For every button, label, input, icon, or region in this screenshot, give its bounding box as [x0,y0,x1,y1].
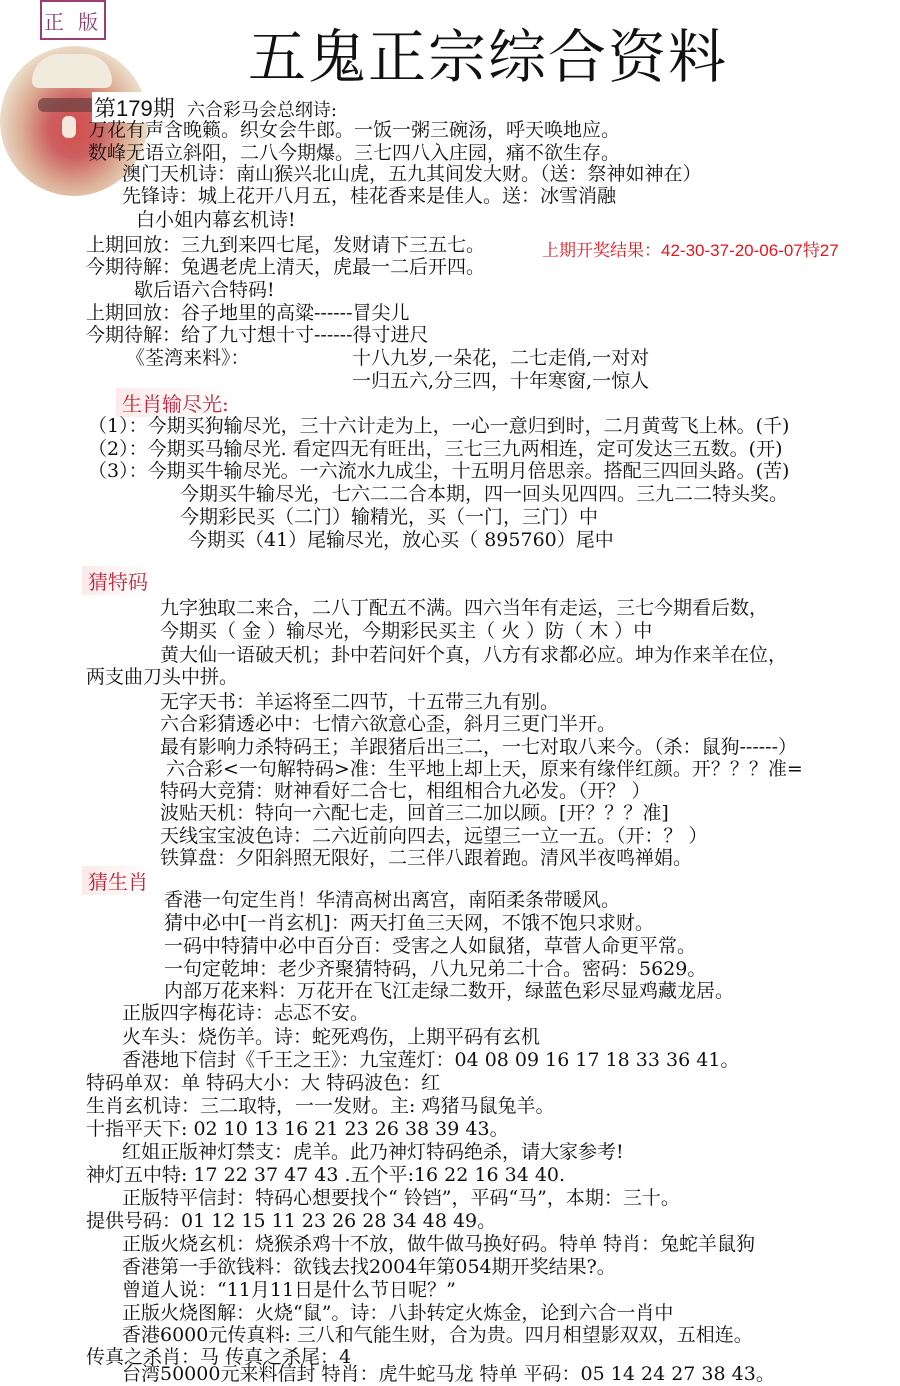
guess-zodiac-line: 正版火烧玄机：烧猴杀鸡十不放，做牛做马换好码。特单 特肖：兔蛇羊鼠狗 [122,1233,756,1255]
guess-zodiac-line: 香港地下信封《千王之王》：九宝莲灯：04 08 09 16 17 18 33 36 41。 [122,1049,740,1071]
guess-zodiac-line: 香港一句定生肖！华清高树出离宫，南陌柔条带暖风。 [164,889,621,911]
guess-zodiac-line: 火车头：烧伤羊。诗：蛇死鸡伤，上期平码有玄机 [122,1026,541,1048]
guess-zodiac-line: 香港6000元传真料: 三八和气能生财，合为贵。四月相望影双双，五相连。 [122,1324,753,1346]
issue-number: 第179期 六合彩马会总纲诗: [92,92,341,123]
issue-subtitle: 六合彩马会总纲诗: [186,100,337,121]
intro-line: 上期回放：三九到来四七尾，发财请下三五七。 [86,234,486,256]
section-heading-guess-special: 猜特码 [82,566,154,595]
guess-zodiac-line: 神灯五中特: 17 22 37 47 43 .五个平:16 22 16 34 40. [86,1164,566,1186]
intro-line: 今期待解：兔遇老虎上清天，虎最一二后开四。 [86,256,486,278]
guess-zodiac-line: 台湾50000元来料信封 特肖：虎牛蛇马龙 特单 平码：05 14 24 27 38 43。 [122,1363,775,1385]
guess-zodiac-line: 正版四字梅花诗：忐忑不安。 [122,1002,370,1024]
guess-special-line: 今期买（ 金 ）输尽光，今期彩民买主（ 火 ）防（ 木 ）中 [160,620,653,642]
intro-line: 白小姐内幕玄机诗! [136,209,296,231]
intro-line: 今期待解：给了九寸想十寸------得寸进尺 [86,324,429,346]
zodiac-lose-line: 今期买（41）尾输尽光，放心买（ 895760）尾中 [188,529,614,551]
intro-line: 十八九岁,一朵花，二七走俏,一对对 [352,347,650,369]
authentic-badge: 正 版 [40,0,106,40]
intro-line: 一归五六,分三四，十年寒窗,一惊人 [352,370,650,392]
intro-line: 万花有声含晚籁。织女会牛郎。一饭一粥三碗汤，呼天唤地应。 [88,119,621,141]
guess-zodiac-line: 香港第一手欲钱料：欲钱去找2004年第054期开奖结果?。 [122,1256,616,1278]
guess-zodiac-line: 曾道人说：“11月11日是什么节日呢？” [122,1279,456,1301]
zodiac-lose-line: （2）：今期买马输尽光. 看定四无有旺出，三七三九两相连，定可发达三五数。(开) [88,438,783,460]
zodiac-lose-line: 今期买牛输尽光，七六二二合本期，四一回头见四四。三九二二特头奖。 [180,483,789,505]
guess-zodiac-line: 一句定乾坤：老少齐聚猜特码，八九兄弟二十合。密码：5629。 [164,958,707,980]
zodiac-lose-line: 今期彩民买（二门）输精光，买（一门，三门）中 [180,506,599,528]
portrait-hair [32,54,112,88]
intro-line: 数峰无语立斜阳，二八今期爆。三七四八入庄园，痛不欲生存。 [88,142,621,164]
section-heading-guess-zodiac: 猜生肖 [82,866,154,895]
guess-zodiac-line: 特码单双：单 特码大小：大 特码波色：红 [86,1072,441,1094]
section-heading-zodiac-lose: 生肖输尽光: [116,388,235,417]
page-title: 五鬼正宗综合资料 [248,23,729,91]
guess-zodiac-line: 提供号码：01 12 15 11 23 26 28 34 48 49。 [86,1210,497,1232]
guess-special-line: 九字独取二来合，二八丁配五不满。四六当年有走运，三七今期看后数， [160,597,769,619]
intro-line: 《荃湾来料》： [126,347,250,369]
zodiac-lose-line: （3）：今期买牛输尽光。一六流水九成尘，十五明月倍思亲。搭配三四回头路。(苦) [88,460,790,482]
guess-special-line: 六合彩猜透必中：七情六欲意心歪，斜月三更门半开。 [160,713,617,735]
intro-line: 歇后语六合特码! [134,279,275,301]
guess-zodiac-line: 红姐正版神灯禁支：虎羊。此乃神灯特码绝杀，请大家参考! [122,1141,624,1163]
zodiac-lose-line: （1）：今期买狗输尽光，三十六计走为上，一心一意归到时，二月黄莺飞上林。(千) [88,415,790,437]
portrait-nose [62,116,76,138]
guess-special-line: 无字天书：羊运将至二四节，十五带三九有别。 [160,691,560,713]
guess-special-line: 最有影响力杀特码王；羊跟猪后出三二，一七对取八来今。（杀：鼠狗------） [160,736,798,758]
guess-special-line: 六合彩<一句解特码>准：生平地上却上天，原来有缘伴红颜。开？？？准= [166,758,803,780]
guess-zodiac-line: 正版特平信封：特码心想要找个“ 铃铛”，平码“马”，本期：三十。 [122,1187,680,1209]
guess-special-line: 波贴天机：特向一六配七走，回首三二加以顾。[开？？？准] [160,802,669,824]
guess-zodiac-line: 生肖玄机诗：三二取特，一一发财。主: 鸡猪马鼠兔羊。 [86,1095,555,1117]
intro-line: 上期回放：谷子地里的高粱------冒尖儿 [86,302,410,324]
guess-zodiac-line: 十指平天下: 02 10 13 16 21 23 26 38 39 43。 [86,1118,509,1140]
guess-zodiac-line: 一码中特猜中必中百分百：受害之人如鼠猪，草菅人命更平常。 [164,935,697,957]
guess-special-line: 特码大竞猜：财神看好二合七，相组相合九必发。（开？ ） [160,780,651,802]
guess-special-line: 天线宝宝波色诗：二六近前向四去，远望三一立一五。（开：？ ） [160,825,708,847]
intro-line: 先锋诗：城上花开八月五，桂花香来是佳人。送：冰雪消融 [122,185,617,207]
guess-zodiac-line: 内部万花来料：万花开在飞江走绿二数开，绿蓝色彩尽显鸡藏龙居。 [164,980,735,1002]
last-result: 上期开奖结果：42-30-37-20-06-07特27 [542,241,839,260]
guess-special-line: 黄大仙一语破天机；卦中若问奸个真，八方有求都必应。坤为作来羊在位， [160,644,788,666]
guess-zodiac-line: 传真之杀肖：马 传真之杀尾：4 [86,1346,352,1368]
intro-line: 澳门天机诗：南山猴兴北山虎，五九其间发大财。（送：祭神如神在） [122,163,702,185]
guess-zodiac-line: 猜中必中[一肖玄机]：两天打鱼三天网，不饿不饱只求财。 [164,912,654,934]
guess-special-line: 铁算盘：夕阳斜照无限好，二三伴八跟着跑。清风半夜鸣禅娟。 [160,847,693,869]
guess-special-line: 两支曲刀头中拼。 [86,666,239,688]
guess-zodiac-line: 正版火烧图解：火烧“鼠”。诗：八卦转定火炼金，论到六合一肖中 [122,1302,674,1324]
